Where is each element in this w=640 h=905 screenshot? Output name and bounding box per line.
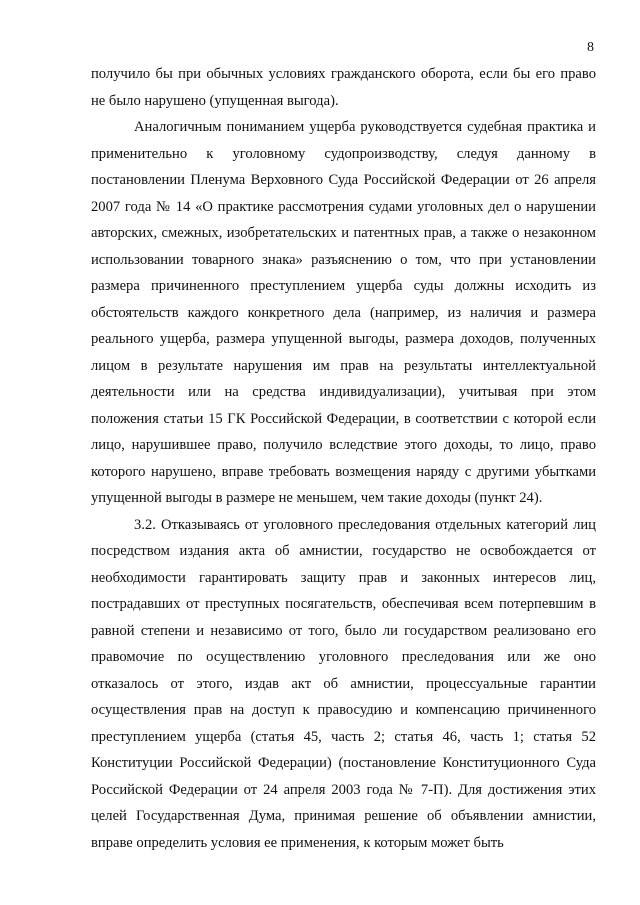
paragraph-1: получило бы при обычных условиях гражданского оборота, если бы его право не было нарушено (упущенная выгода).: [91, 66, 596, 109]
body-text: [91, 61, 596, 856]
page-number: 8: [587, 40, 594, 55]
paragraph-3: 3.2. Отказываясь от уголовного преследования отдельных категорий лиц посредством издания акта об амнистии, государство не освобождается от необходимости гарантировать защиту прав и законных интересов лиц, пострадавших от преступных посягательств, обеспечивая всем потерпевшим в равной степени и независимо от того, было ли государством реализовано его правомочие по осуществлению уголовного преследования или же оно отказалось от этого, издав акт об амнистии, процессуальные гарантии осуществления прав на доступ к правосудию и компенсацию причиненного преступлением ущерба (статья 45, часть 2; статья 46, часть 1; статья 52 Конституции Российской Федерации) (постановление Конституционного Суда Российской Федерации от 24 апреля 2003 года № 7-П). Для достижения этих целей Государственная Дума, принимая решение об объявлении амнистии, вправе определить условия ее применения, к которым может быть: [91, 516, 596, 851]
paragraph-2: Аналогичным пониманием ущерба руководствуется судебная практика и применительно к уголовному судопроизводству, следуя данному в постановлении Пленума Верховного Суда Российской Федерации от 26 апреля 2007 года № 14 «О практике рассмотрения судами уголовных дел о нарушении авторских, смежных, изобретательских и патентных прав, а также о незаконном использовании товарного знака» разъяснению о том, что при установлении размера причиненного преступлением ущерба суды должны исходить из обстоятельств каждого конкретного дела (например, из наличия и размера реального ущерба, размера упущенной выгоды, размера доходов, полученных лицом в результате нарушения им прав на результаты интеллектуальной деятельности или на средства индивидуализации), учитывая при этом положения статьи 15 ГК Российской Федерации, в соответствии с которой если лицо, нарушившее право, получило вследствие этого доходы, то лицо, право которого нарушено, вправе требовать возмещения наряду с другими убытками упущенной выгоды в размере не меньшем, чем такие доходы (пункт 24).: [91, 119, 596, 506]
